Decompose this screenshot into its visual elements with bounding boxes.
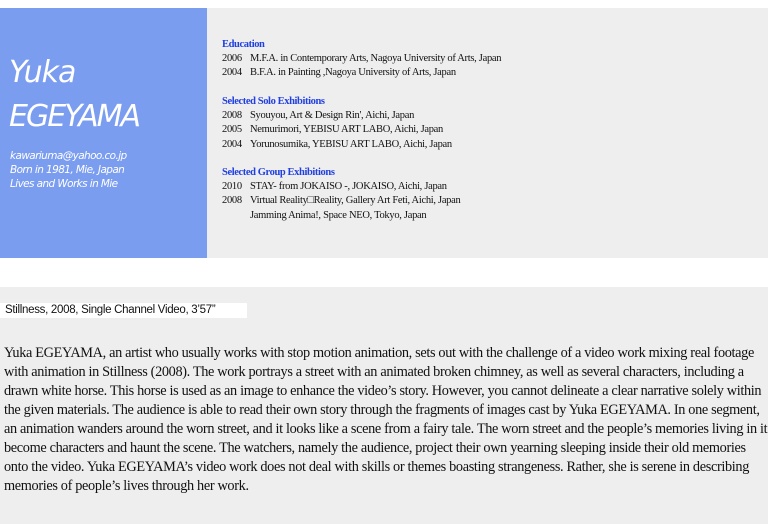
cv-text: STAY- from JOKAISO -, JOKAISO, Aichi, Japan xyxy=(250,181,447,193)
solo-exhibitions-heading: Selected Solo Exhibitions xyxy=(222,95,325,107)
cv-item-continuation: Jamming Anima!, Space NEO, Tokyo, Japan xyxy=(250,209,427,221)
cv-text: M.F.A. in Contemporary Arts, Nagoya University of Arts, Japan xyxy=(250,53,502,64)
cv-item xyxy=(222,66,762,80)
cv-text: Yorunosumika, YEBISU ART LABO, Aichi, Japan xyxy=(250,138,452,150)
cv-item xyxy=(222,123,762,137)
artist-email: kawariuma@yahoo.co.jp xyxy=(10,150,127,162)
cv-text: Nemurimori, YEBISU ART LABO, Aichi, Japan xyxy=(250,124,443,136)
artist-profile-panel xyxy=(0,8,207,258)
artist-first-name: Yuka xyxy=(9,55,76,90)
artist-last-name: EGEYAMA xyxy=(9,99,140,134)
cv-text: Virtual Reality□Reality, Gallery Art Feti, Aichi, Japan xyxy=(250,195,461,207)
cv-item xyxy=(222,52,762,66)
cv-item xyxy=(222,109,762,123)
artist-cv xyxy=(222,38,762,237)
work-caption: Stillness, 2008, Single Channel Video, 3’57” xyxy=(0,303,247,318)
cv-year: 2004 xyxy=(222,138,242,150)
cv-year: 2004 xyxy=(222,67,242,79)
cv-item xyxy=(222,180,762,194)
artist-details xyxy=(10,149,127,191)
work-description: Yuka EGEYAMA, an artist who usually works with stop motion animation, sets out with the challenge of a video work mixing real footage with animation in Stillness (2008). The work portrays a street with an animated broken chimney, as well as several characters, including a drawn white horse. This horse is used as an image to enhance the video’s story. However, you cannot delineate a clear narrative solely within the given materials. The audience is able to read their own story through the fragments of images cast by Yuka EGEYAMA. In one segment, an animation wanders around the worn street, and it looks like a scene from a fairy tale. The worn street and the people’s memories living in it become characters and haunt the scene. The watchers, namely the audience, project their own yearning sleeping inside their old memories onto the video. Yuka EGEYAMA’s video work does not deal with skills or themes boasting strangeness. Rather, she is serene in describing memories of people’s lives through her work. xyxy=(4,345,768,494)
cv-year: 2008 xyxy=(222,109,242,121)
cv-year: 2008 xyxy=(222,195,242,207)
cv-text: Syouyou, Art & Design Rin', Aichi, Japan xyxy=(250,109,415,121)
group-exhibitions-section xyxy=(222,166,762,223)
cv-text: B.F.A. in Painting ,Nagoya University of Arts, Japan xyxy=(250,67,456,79)
education-heading: Education xyxy=(222,39,265,50)
cv-item xyxy=(222,194,762,208)
cv-year: 2010 xyxy=(222,181,242,193)
group-exhibitions-heading: Selected Group Exhibitions xyxy=(222,167,335,179)
artist-lives: Lives and Works in Mie xyxy=(10,178,118,190)
cv-item xyxy=(222,138,762,152)
artist-born: Born in 1981, Mie, Japan xyxy=(10,164,125,176)
education-section xyxy=(222,38,762,81)
cv-year: 2005 xyxy=(222,124,242,136)
solo-exhibitions-section xyxy=(222,95,762,152)
cv-year: 2006 xyxy=(222,53,242,64)
